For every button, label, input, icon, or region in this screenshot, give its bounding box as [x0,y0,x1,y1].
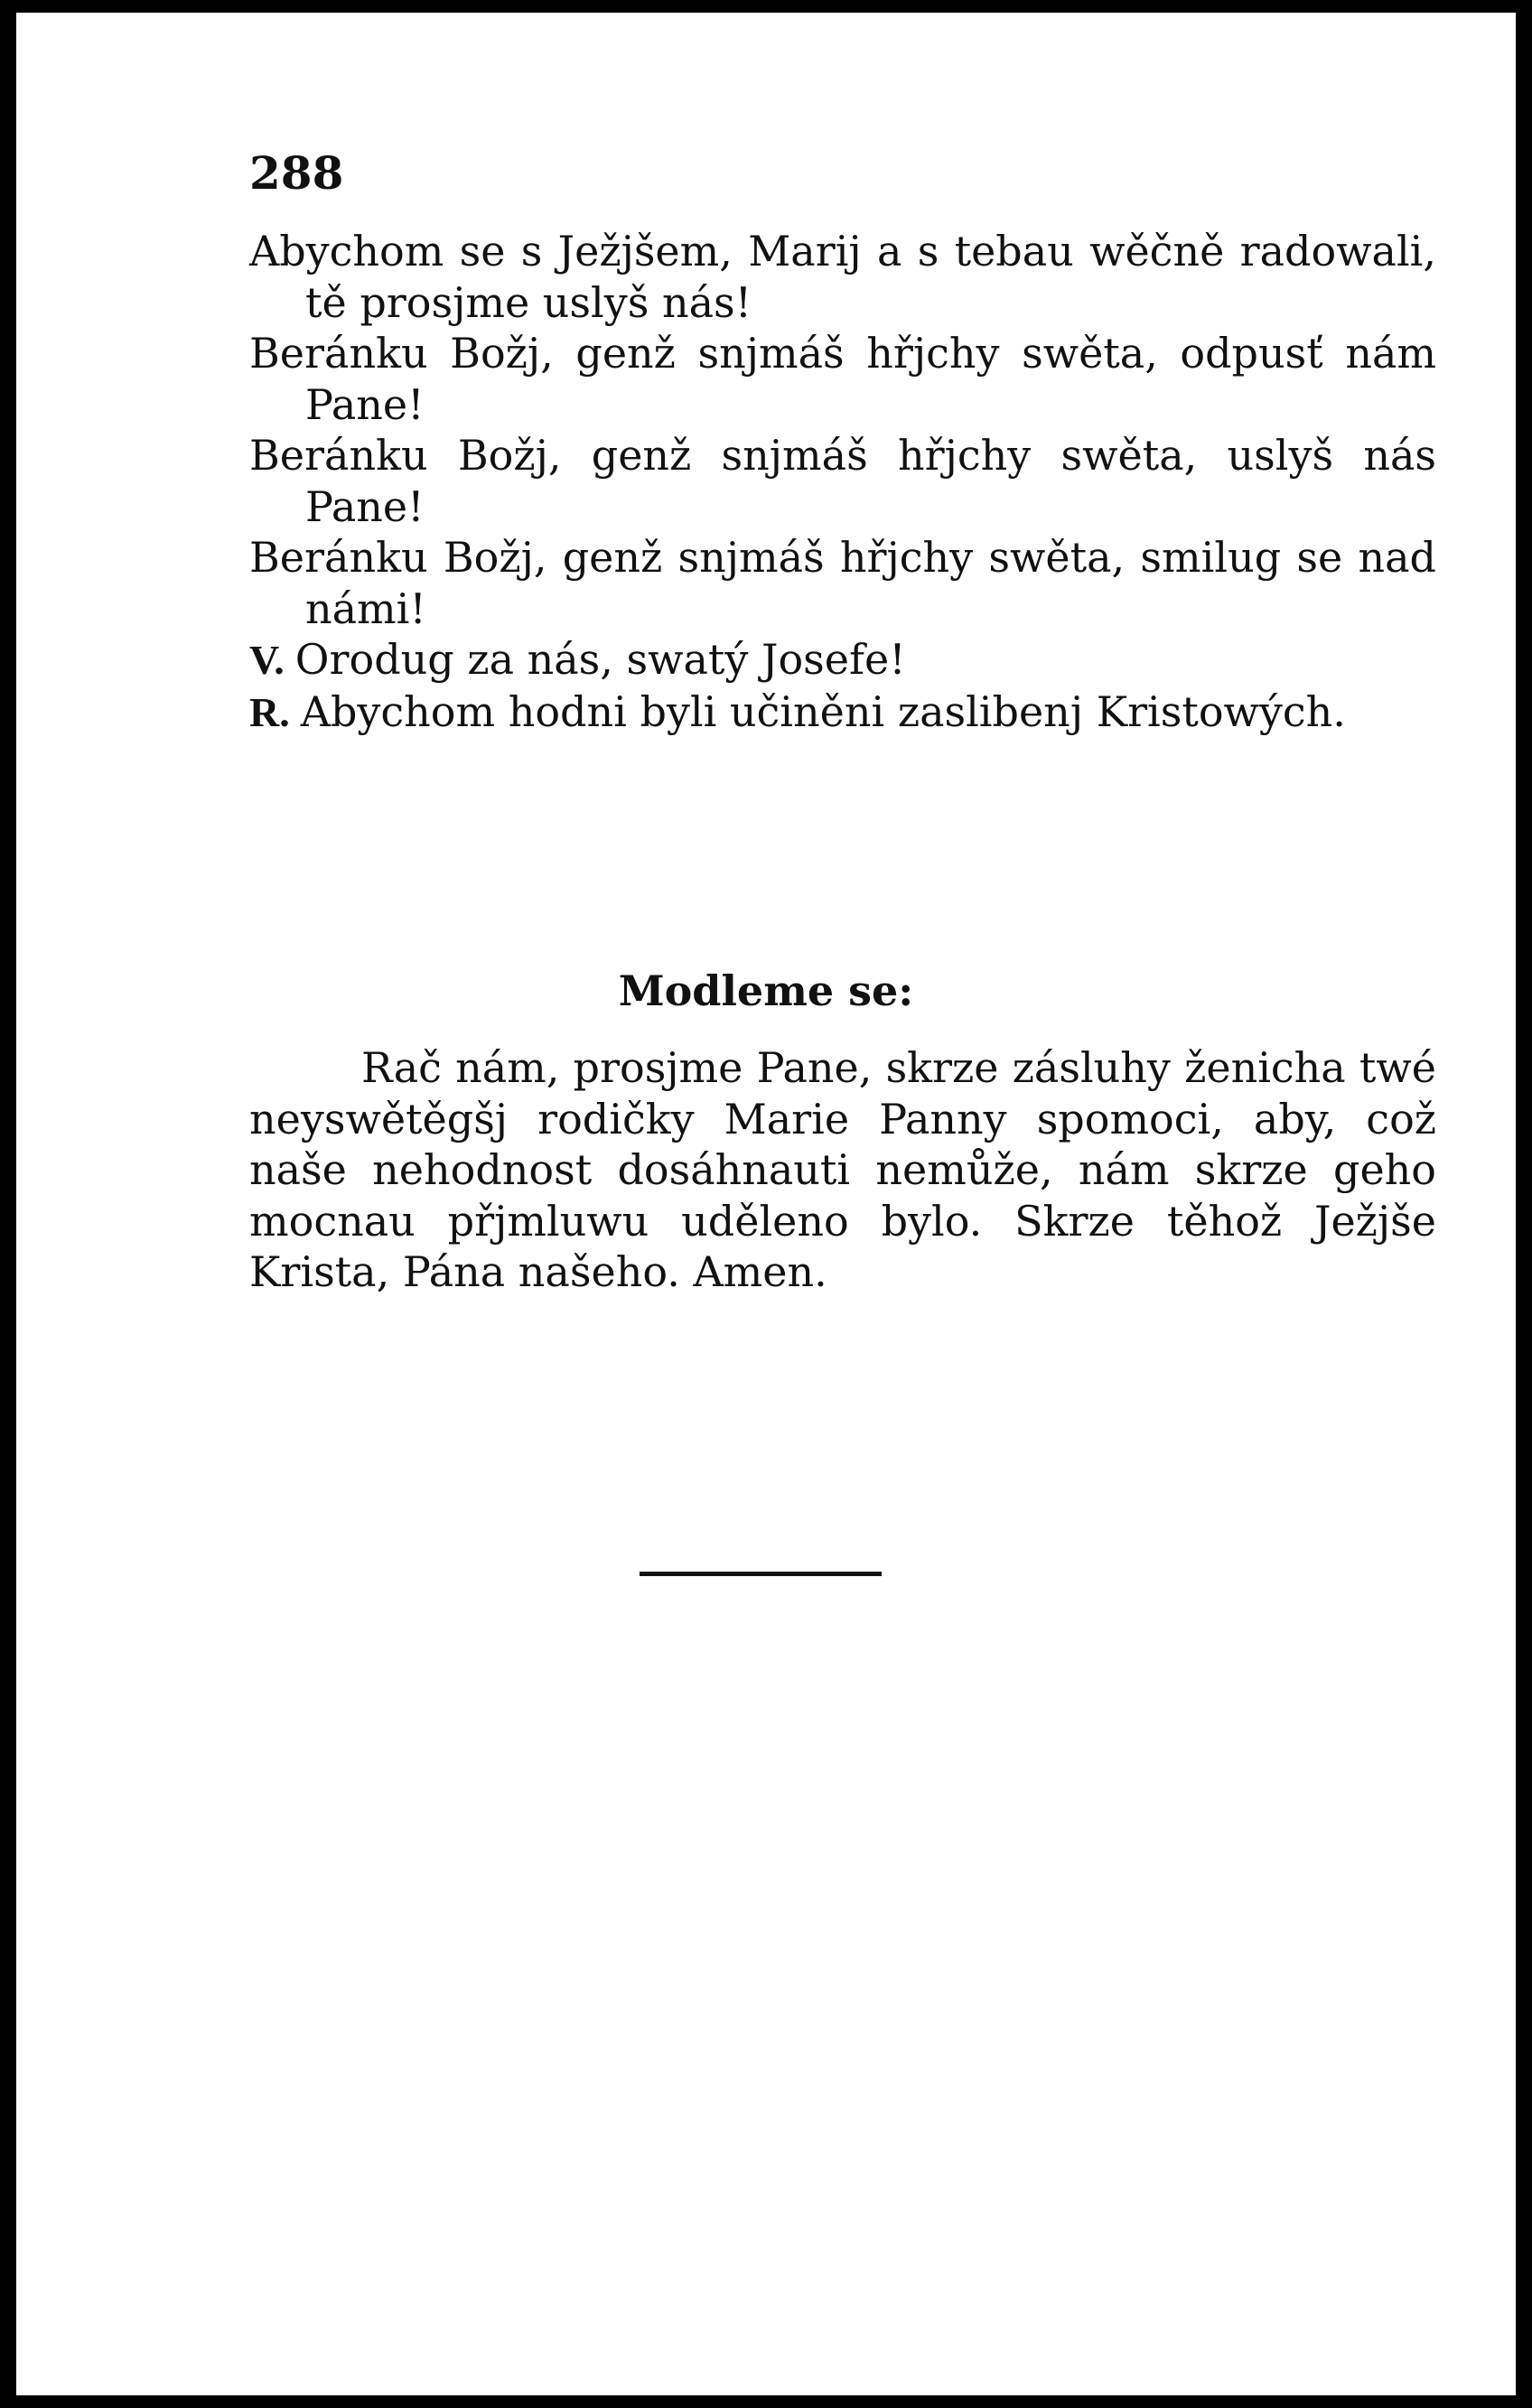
litany-entry: Beránku Božj, genž snjmáš hřjchy swěta, uslyš nás Pane! [249,431,1436,531]
versicle-text: Orodug za nás, swatý Josefe! [294,635,906,684]
response-mark: R. [249,688,290,735]
response [249,686,1436,739]
litany-entry: Beránku Božj, genž snjmáš hřjchy swěta, smilug se nad námi! [249,533,1436,633]
versicle-mark: V. [249,637,285,683]
litany-entry: Abychom se s Ježjšem, Marij a s tebau wěčně radowali, tě prosjme uslyš nás! [249,227,1436,327]
response-text: Abychom hodni byli učiněni zaslibenj Kristowých. [300,686,1346,736]
book-page [16,13,1516,2395]
prayer-text: Rač nám, prosjme Pane, skrze zásluhy ženicha twé neyswětěgšj rodičky Marie Panny spomoci, aby, což naše nehodnost dosáhnauti nemůže, nám skrze geho mocnau přjmluwu uděleno bylo. Skrze těhož Ježjše Krista, Pána našeho. Amen. [249,1043,1436,1296]
litany-block [249,226,1436,738]
versicle [249,634,1436,686]
page-number: 288 [249,146,344,200]
closing-rule [640,1572,882,1576]
prayer-heading: Modleme se: [618,966,914,1015]
litany-entry: Beránku Božj, genž snjmáš hřjchy swěta, odpusť nám Pane! [249,329,1436,429]
